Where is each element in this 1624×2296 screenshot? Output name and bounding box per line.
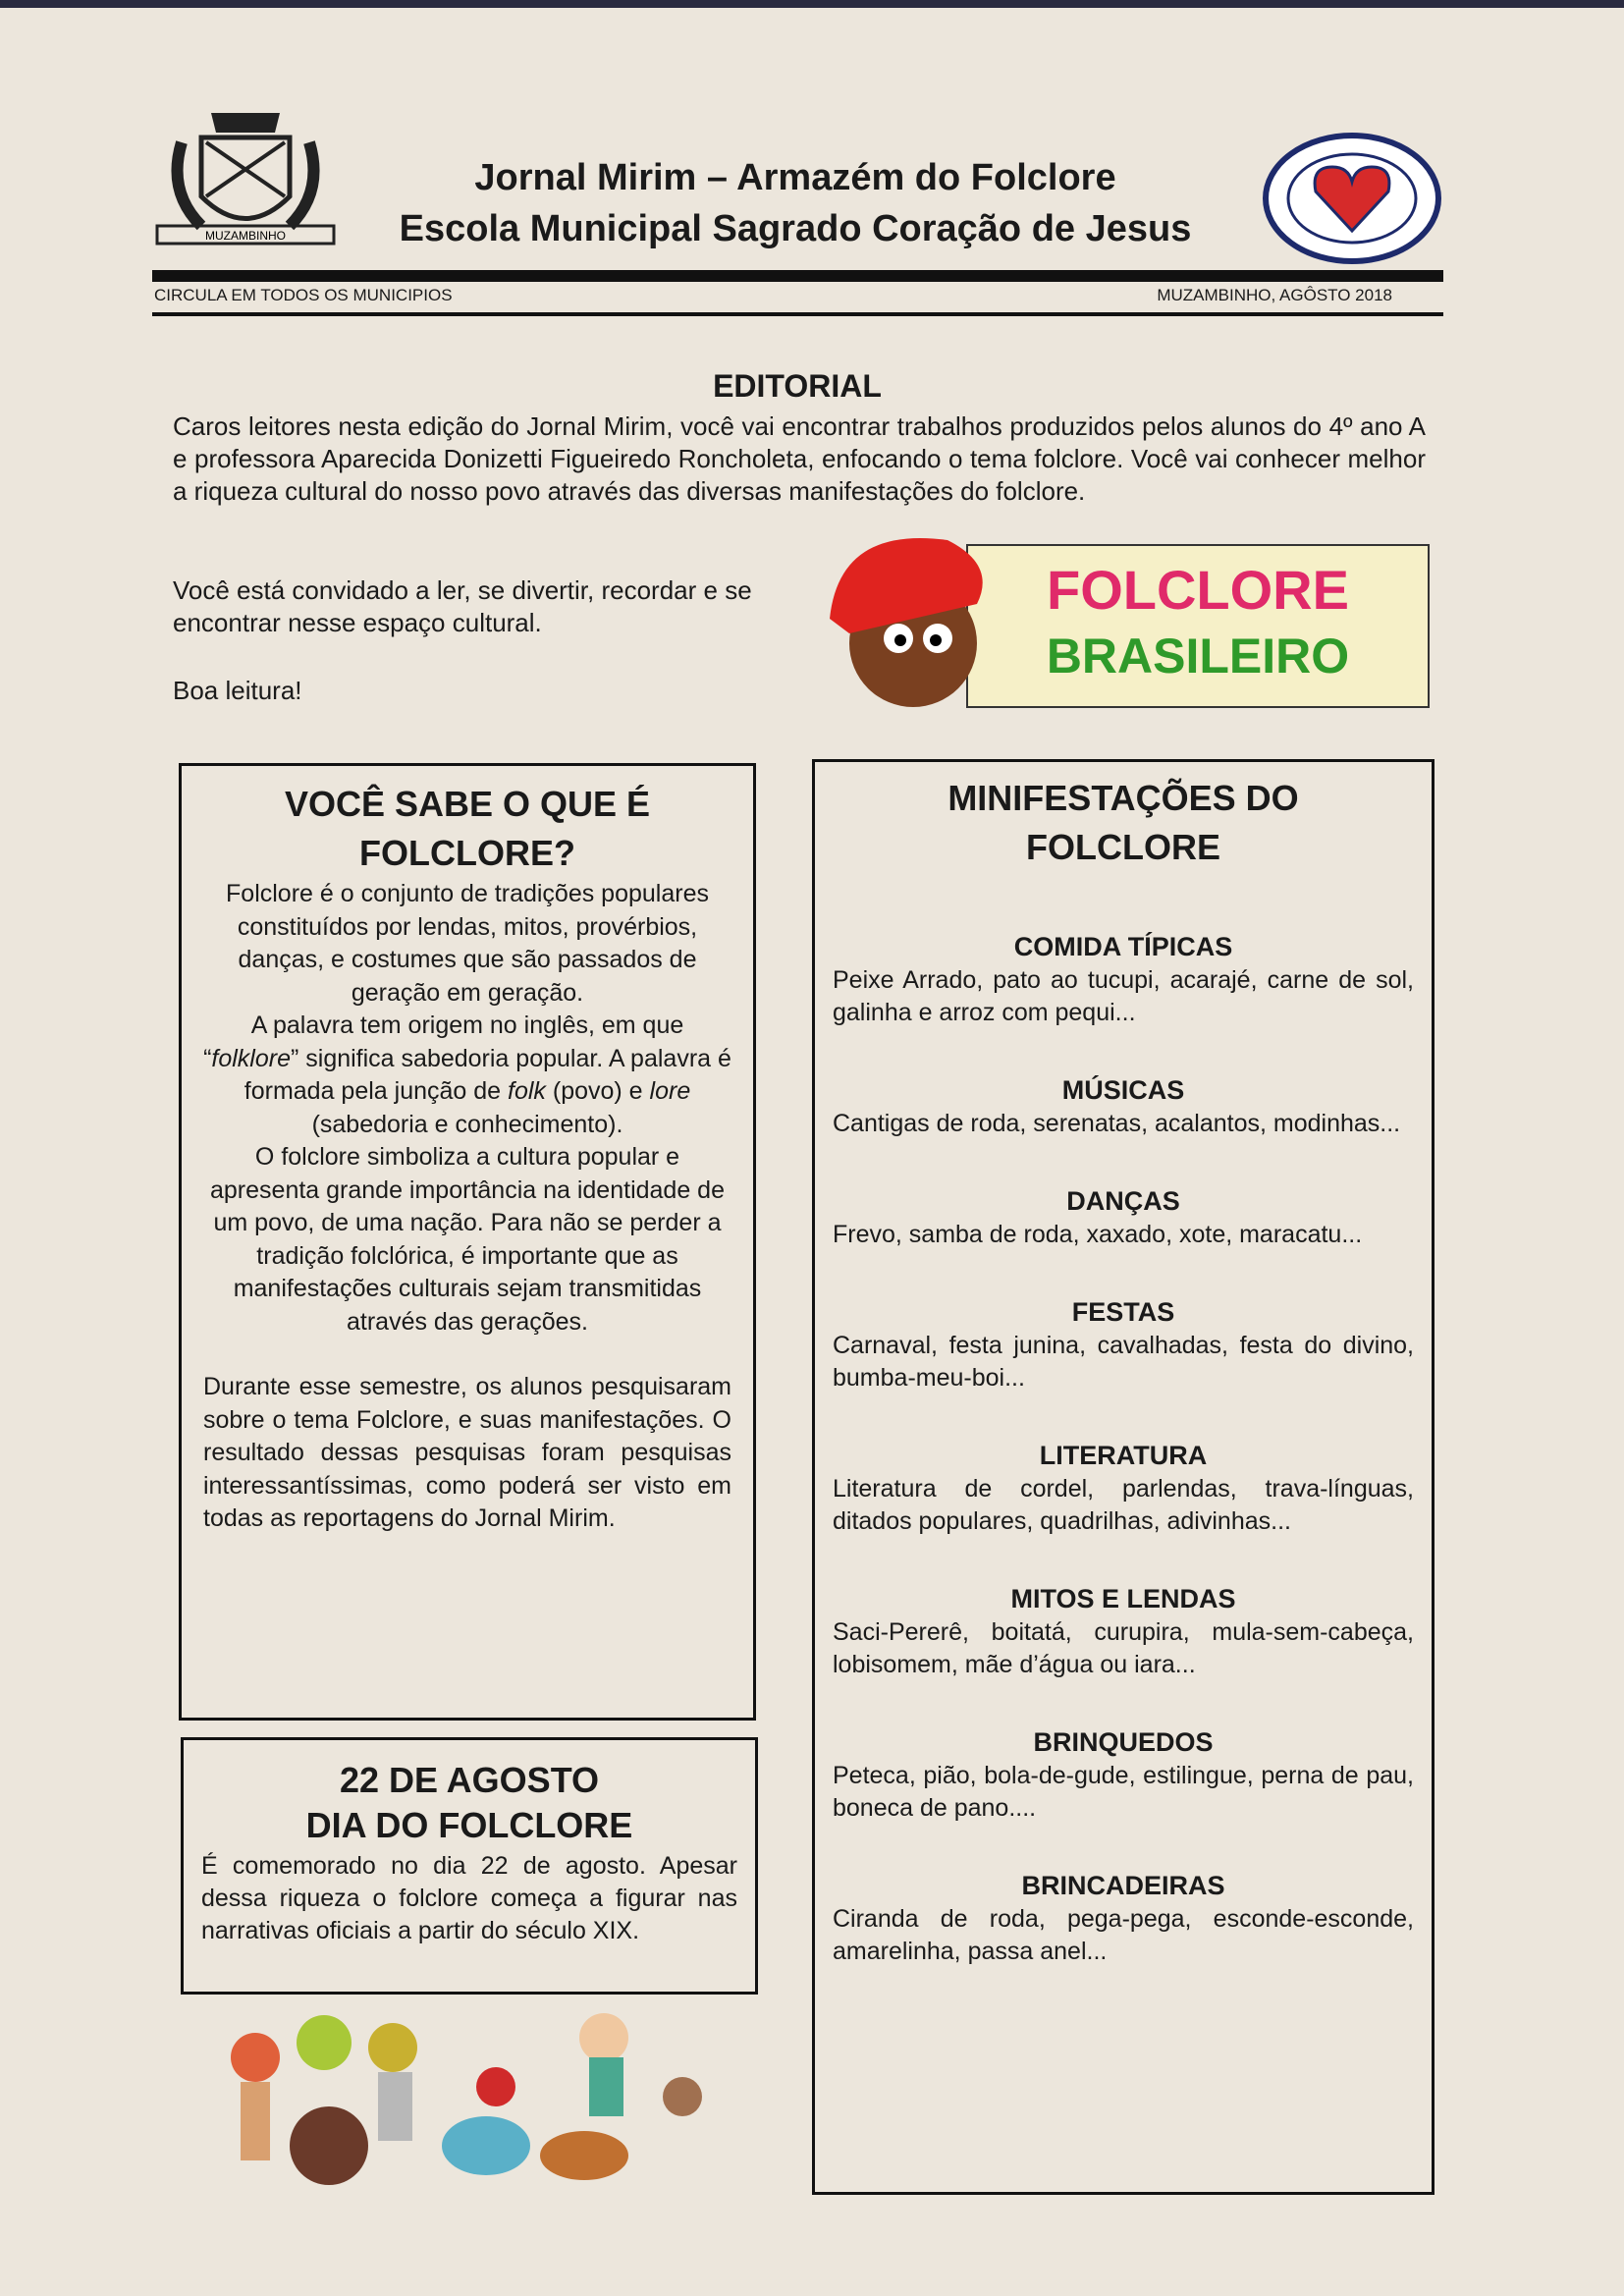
banner-line-1: FOLCLORE [1047,559,1349,621]
manifestations-heading: MINIFESTAÇÕES DO FOLCLORE [947,778,1299,867]
newspaper-title [353,152,1237,254]
section-title: BRINCADEIRAS [1021,1871,1225,1900]
importance-paragraph: O folclore simboliza a cultura popular e apresenta grande importância na identidade de um povo, de uma nação. Para não se perder a tradição folclórica, é importante que as manifestações culturais sejam transmitidas através das gerações. [210,1143,725,1336]
section-festas [833,1294,1414,1394]
section-title: FESTAS [1071,1297,1175,1327]
header-rule-thin [152,312,1443,316]
research-paragraph: Durante esse semestre, os alunos pesquisaram sobre o tema Folclore, e suas manifestações. O resultado dessas pesquisas foram pesquisas interessantíssimas, como poderá ser visto em todas as reportagens do Jornal Mirim. [203,1373,731,1532]
folklore-day-box [181,1737,758,1995]
section-title: MÚSICAS [1061,1075,1185,1105]
origin-paragraph [203,1010,731,1141]
text: ” significa sabedoria popular. A palavra é formada pela junção de [244,1044,731,1105]
issue-date: MUZAMBINHO, AGÔSTO 2018 [1157,286,1392,304]
what-is-folklore-heading: VOCÊ SABE O QUE É FOLCLORE? [284,784,651,873]
section-text: Frevo, samba de roda, xaxado, xote, maracatu... [833,1221,1363,1248]
folklore-day-heading-2: DIA DO FOLCLORE [305,1805,633,1845]
section-title: BRINQUEDOS [1033,1727,1214,1757]
section-dancas [833,1183,1414,1251]
folclore-brasileiro-illustration [820,525,1434,717]
folklore-day-text: É comemorado no dia 22 de agosto. Apesar dessa riqueza o folclore começa a figurar nas narrativas oficiais a partir do século XIX. [201,1852,737,1944]
text: folk [508,1077,546,1105]
section-title: LITERATURA [1039,1441,1208,1470]
section-text: Peteca, pião, bola-de-gude, estilingue, perna de pau, boneca de pano.... [833,1762,1414,1822]
section-text: Cantigas de roda, serenatas, acalantos, modinhas... [833,1110,1401,1137]
school-seal-logo [1262,133,1443,265]
folklore-characters-illustration [211,1998,736,2195]
section-musicas [833,1072,1414,1140]
section-title: MITOS E LENDAS [1010,1584,1236,1613]
section-text: Peixe Arrado, pato ao tucupi, acarajé, carne de sol, galinha e arroz com pequi... [833,966,1414,1026]
scan-edge [0,0,1624,8]
section-brinquedos [833,1724,1414,1825]
text: (sabedoria e conhecimento). [311,1110,623,1138]
title-line-1: Jornal Mirim – Armazém do Folclore [474,157,1116,198]
definition-paragraph: Folclore é o conjunto de tradições populares constituídos por lendas, mitos, provérbios, danças, e costumes que são passados de geração em geração. [226,880,709,1007]
section-mitos [833,1581,1414,1681]
section-text: Carnaval, festa junina, cavalhadas, festa do divino, bumba-meu-boi... [833,1332,1414,1392]
section-text: Ciranda de roda, pega-pega, esconde-esconde, amarelinha, passa anel... [833,1905,1414,1965]
section-literatura [833,1438,1414,1538]
editorial-closing: Boa leitura! [173,676,302,705]
section-brincadeiras [833,1868,1414,1968]
text: (povo) e [545,1077,650,1105]
editorial-invite: Você está convidado a ler, se divertir, recordar e se encontrar nesse espaço cultural. [173,575,752,637]
section-text: Saci-Pererê, boitatá, curupira, mula-sem-cabeça, lobisomem, mãe d’água ou iara... [833,1618,1414,1678]
section-title: DANÇAS [1066,1186,1180,1216]
section-text: Literatura de cordel, parlendas, trava-línguas, ditados populares, quadrilhas, adivinhas... [833,1475,1414,1535]
municipal-crest-logo [152,103,339,260]
title-line-2: Escola Municipal Sagrado Coração de Jesus [399,208,1192,249]
header-rule [152,270,1443,282]
folklore-day-heading-1: 22 DE AGOSTO [339,1760,600,1800]
what-is-folklore-box [179,763,756,1721]
text: lore [649,1077,691,1105]
section-title: COMIDA TÍPICAS [1013,932,1233,961]
editorial-heading: EDITORIAL [713,368,882,404]
circulation-note: CIRCULA EM TODOS OS MUNICIPIOS [154,286,453,304]
svg-text:MUZAMBINHO: MUZAMBINHO [205,229,286,243]
section-comidas [833,929,1414,1029]
text: A palavra tem origem no inglês, em que “ [203,1011,684,1072]
text: folklore [211,1044,291,1072]
manifestations-box [812,759,1435,2195]
banner-line-2: BRASILEIRO [1046,629,1350,683]
editorial-paragraph: Caros leitores nesta edição do Jornal Mirim, você vai encontrar trabalhos produzidos pelos alunos do 4º ano A e professora Aparecida Donizetti Figueiredo Roncholeta, enfocando o tema folclore. Você vai conhecer melhor a riqueza cultural do nosso povo através das diversas manifestações do folclore. [173,411,1426,506]
